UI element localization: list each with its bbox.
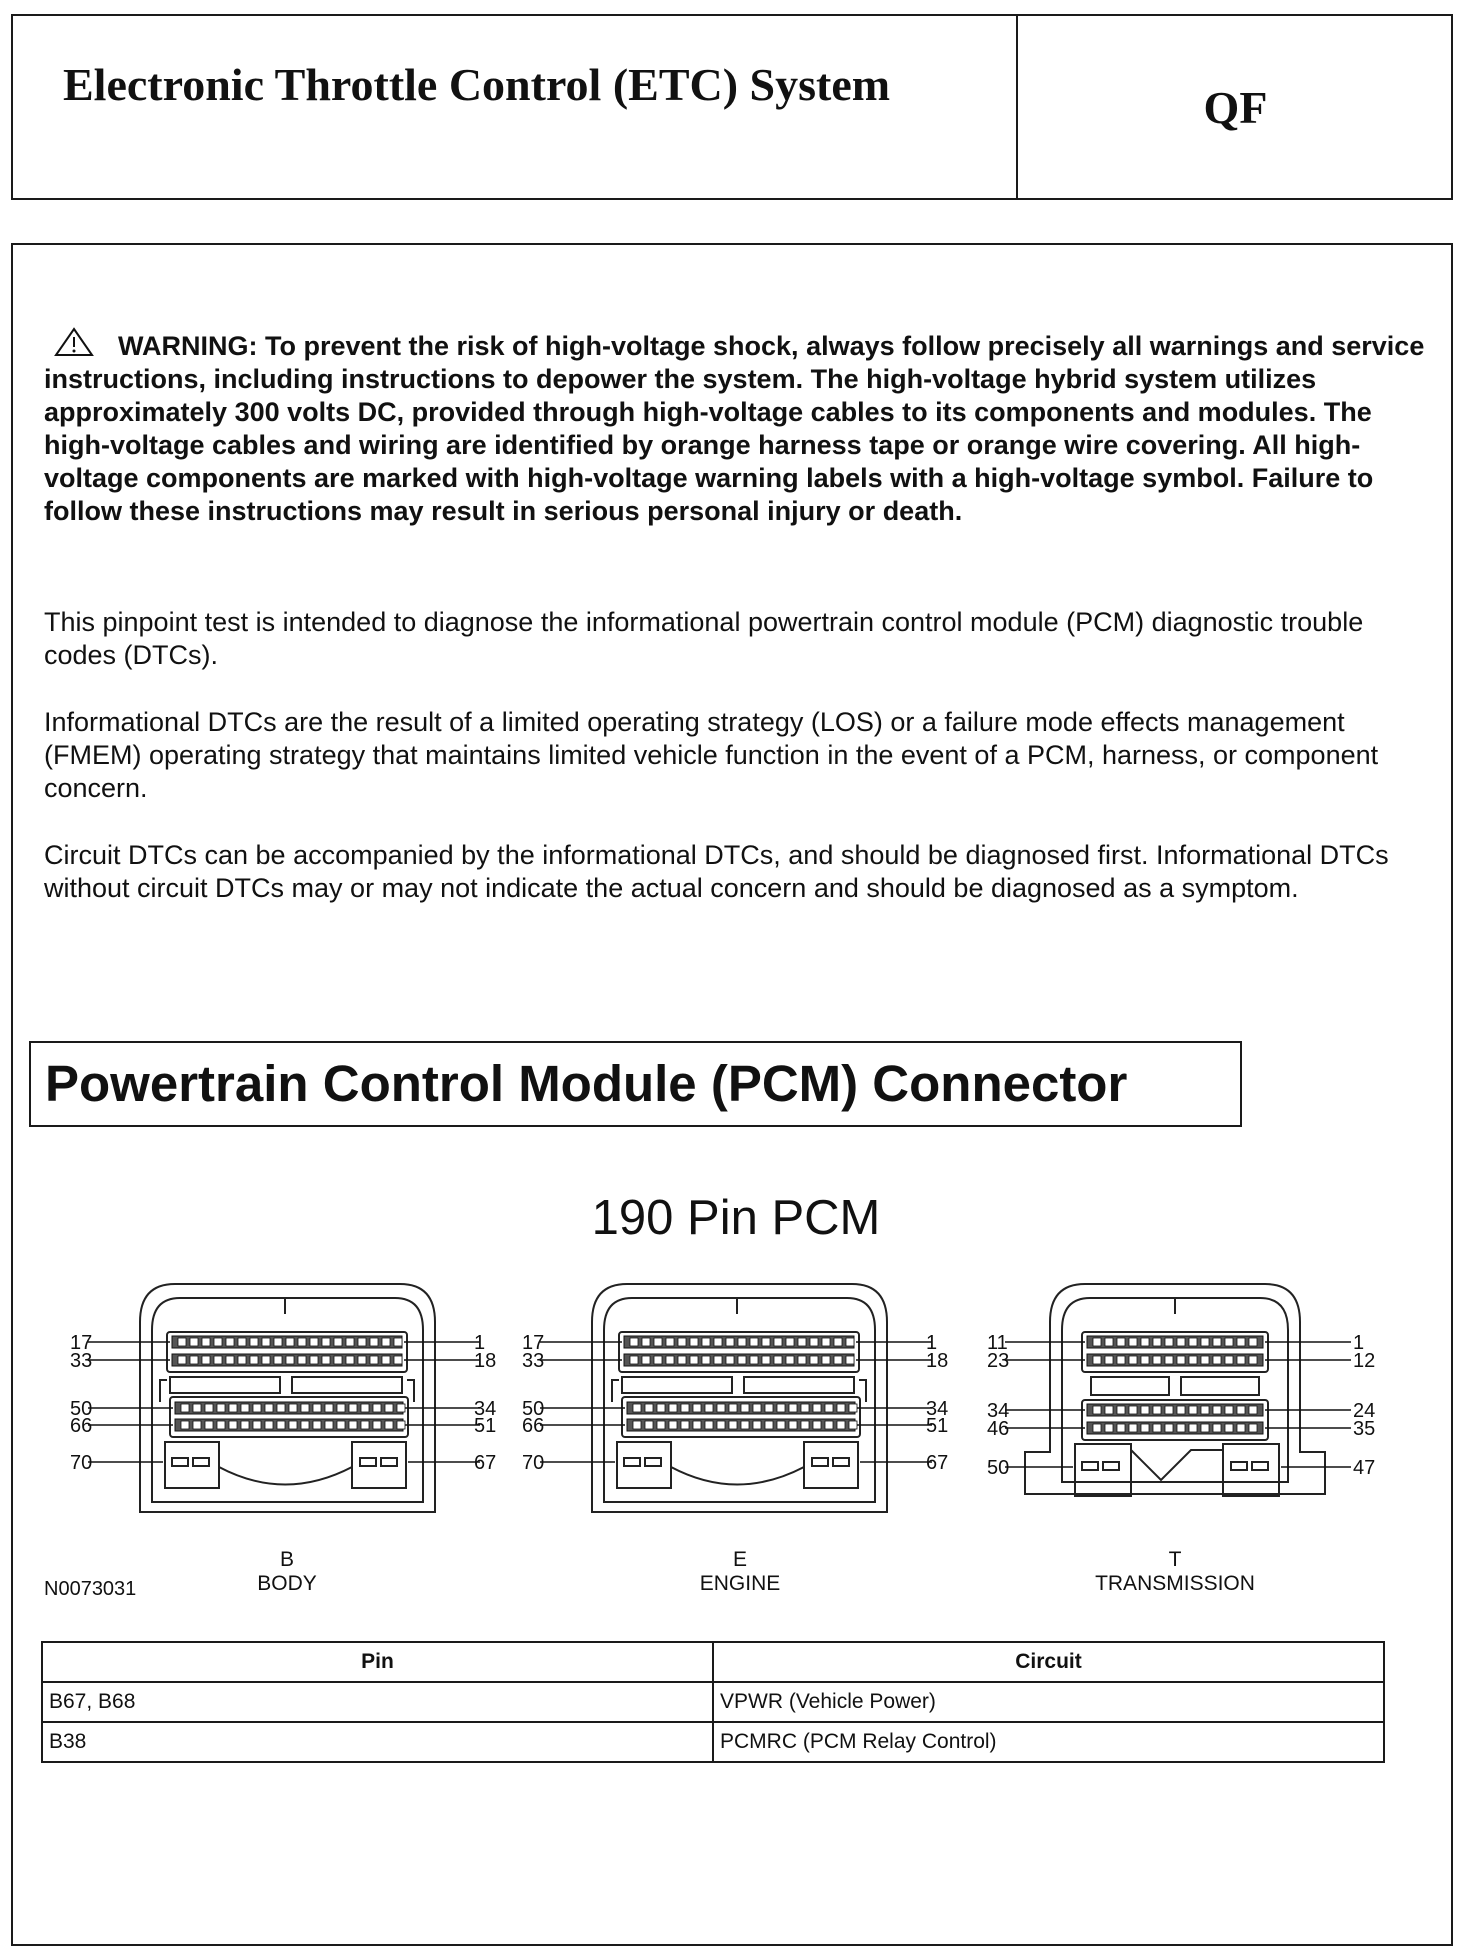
pin-table [41,1641,1385,1763]
pin-cell [801,1421,809,1429]
pin-cell [205,1404,213,1412]
pin-cell [1225,1338,1233,1346]
pin-cell [265,1404,273,1412]
pin-cell [630,1356,638,1364]
pin-cell [358,1338,366,1346]
pin-cell [361,1421,369,1429]
pin-cell [714,1356,722,1364]
pin-cell [298,1356,306,1364]
pin-cell [1105,1338,1113,1346]
pin-label: 1 [474,1332,486,1354]
connector-caption-engine [610,1548,870,1596]
pin-cell [633,1404,641,1412]
pin-cell [253,1404,261,1412]
pin-cell [349,1404,357,1412]
pin-cell [193,1404,201,1412]
pin-label: 66 [522,1415,545,1437]
pin-cell [654,1338,662,1346]
pin-cell [250,1338,258,1346]
pin-cell [690,1356,698,1364]
pin-cell [229,1404,237,1412]
pin-cell [181,1421,189,1429]
pin-cell [690,1338,698,1346]
pin-cell [678,1338,686,1346]
pin-cell [289,1404,297,1412]
pin-cell [765,1404,773,1412]
pin-cell [190,1338,198,1346]
pin-cell [645,1421,653,1429]
pin-cell [774,1338,782,1346]
pin-cell [1129,1424,1137,1432]
pin-cell [738,1338,746,1346]
pin-label: 70 [70,1452,93,1474]
connector-shell [592,1284,887,1512]
pin-cell [370,1338,378,1346]
pin-cell [238,1338,246,1346]
pin-row [624,1336,857,1431]
pin-cell [217,1421,225,1429]
pin-cell [702,1338,710,1346]
pin-cell [1189,1338,1197,1346]
pin-label: 67 [926,1452,949,1474]
pin-label: 34 [474,1398,497,1420]
pin-cell [822,1356,830,1364]
table-cell: B38 [42,1722,713,1762]
pin-label: 67 [474,1452,497,1474]
pin-cell [1117,1356,1125,1364]
pin-cell [385,1404,393,1412]
pin-label: 35 [1353,1418,1376,1440]
pin-cell [801,1404,809,1412]
pin-cell [262,1338,270,1346]
pin-cell [322,1356,330,1364]
paragraph: Informational DTCs are the result of a limited operating strategy (LOS) or a failure mode effects management (FMEM) operating strategy that maintains limited vehicle function in the event of a PCM, harness, or component concern. [44,707,1379,803]
pin-cell [1177,1338,1185,1346]
pin-cell [301,1404,309,1412]
pin-cell [717,1404,725,1412]
pin-cell [1213,1406,1221,1414]
connector-shell [140,1284,435,1512]
pin-cell [762,1356,770,1364]
pin-cell [1093,1338,1101,1346]
warning-text: WARNING: To prevent the risk of high-voltage shock, always follow precisely all warnings and service instructions, including instructions to depower the system. The high-voltage hybrid system utilizes approximately 300 volts DC, provided through high-voltage cables to its components and modules. The high-voltage cables and wiring are identified by orange harness tape or orange wire covering. All high-voltage components are marked with high-voltage warning labels with a high-voltage symbol. Failure to follow these instructions may result in serious personal injury or death. [44,331,1425,526]
pin-cell [1201,1338,1209,1346]
pin-cell [337,1404,345,1412]
pin-cell [373,1421,381,1429]
pin-cell [337,1421,345,1429]
pin-cell [1201,1406,1209,1414]
pin-row [172,1336,405,1431]
pin-cell [789,1404,797,1412]
pin-cell [738,1356,746,1364]
pin-label: 51 [926,1415,949,1437]
pin-cell [361,1404,369,1412]
pin-cell [1093,1424,1101,1432]
pin-cell [1201,1356,1209,1364]
pin-cell [1237,1424,1245,1432]
connector-letter: T [1168,1548,1182,1571]
pin-cell [310,1338,318,1346]
pin-cell [349,1421,357,1429]
pin-cell [286,1338,294,1346]
pin-cell [202,1338,210,1346]
pin-cell [765,1421,773,1429]
pin-cell [837,1404,845,1412]
pin-cell [274,1338,282,1346]
warning-triangle-icon [54,327,94,357]
pin-cell [1177,1406,1185,1414]
pin-cell [301,1421,309,1429]
pin-cell [178,1338,186,1346]
pin-label: 17 [522,1332,545,1354]
pin-cell [1153,1356,1161,1364]
pin-cell [289,1421,297,1429]
pin-cell [1153,1424,1161,1432]
pin-cell [1117,1406,1125,1414]
pin-cell [1129,1406,1137,1414]
pin-cell [1237,1356,1245,1364]
column-header-pin: Pin [42,1642,713,1682]
connector-shell [1025,1284,1325,1496]
pin-cell [666,1356,674,1364]
pin-cell [657,1404,665,1412]
section-heading: Powertrain Control Module (PCM) Connector [29,1041,1242,1127]
pin-cell [346,1338,354,1346]
pin-cell [226,1338,234,1346]
pin-cell [705,1404,713,1412]
pin-cell [1117,1338,1125,1346]
pin-cell [250,1356,258,1364]
pin-cell [214,1338,222,1346]
pin-cell [382,1338,390,1346]
pin-cell [777,1404,785,1412]
connector-name: BODY [257,1572,317,1595]
table-cell: VPWR (Vehicle Power) [713,1682,1384,1722]
pin-cell [846,1356,854,1364]
pin-cell [798,1356,806,1364]
pin-cell [1225,1424,1233,1432]
pin-cell [202,1356,210,1364]
pin-cell [1237,1338,1245,1346]
pin-cell [834,1356,842,1364]
pin-cell [678,1356,686,1364]
pin-cell [813,1421,821,1429]
table-cell: PCMRC (PCM Relay Control) [713,1722,1384,1762]
pin-cell [645,1404,653,1412]
pin-cell [1213,1424,1221,1432]
pin-cell [217,1404,225,1412]
pin-cell [654,1356,662,1364]
pin-cell [810,1356,818,1364]
pin-cell [397,1421,405,1429]
pin-cell [717,1421,725,1429]
table-row [42,1722,1384,1762]
pin-cell [726,1338,734,1346]
table-cell: B67, B68 [42,1682,713,1722]
pin-cell [274,1356,282,1364]
pin-cell [1093,1356,1101,1364]
pin-cell [1153,1406,1161,1414]
pin-cell [702,1356,710,1364]
pin-cell [633,1421,641,1429]
pin-cell [325,1421,333,1429]
pin-cell [789,1421,797,1429]
pin-cell [298,1338,306,1346]
pin-cell [193,1421,201,1429]
connector-diagram-engine [512,1262,952,1532]
pin-cell [825,1404,833,1412]
pin-cell [181,1404,189,1412]
warning-block [44,327,1434,528]
pin-cell [286,1356,294,1364]
pin-cell [753,1404,761,1412]
table-header-row [42,1642,1384,1682]
pin-cell [774,1356,782,1364]
pin-cell [786,1338,794,1346]
pin-cell [1165,1338,1173,1346]
pin-cell [1189,1356,1197,1364]
pin-cell [1093,1406,1101,1414]
pin-cell [373,1404,381,1412]
pin-cell [714,1338,722,1346]
column-header-circuit: Circuit [713,1642,1384,1682]
pin-cell [1141,1406,1149,1414]
pin-cell [846,1338,854,1346]
pin-cell [226,1356,234,1364]
pin-cell [729,1421,737,1429]
pin-cell [1177,1356,1185,1364]
pin-cell [241,1421,249,1429]
pin-label: 18 [926,1350,949,1372]
pin-cell [813,1404,821,1412]
pin-cell [729,1404,737,1412]
table-row [42,1682,1384,1722]
pin-cell [358,1356,366,1364]
pin-cell [1129,1356,1137,1364]
pin-label: 51 [474,1415,497,1437]
pin-cell [397,1404,405,1412]
pin-cell [394,1338,402,1346]
pin-cell [1249,1406,1257,1414]
pin-cell [313,1421,321,1429]
figure-id: N0073031 [44,1578,137,1600]
pin-cell [669,1404,677,1412]
pin-label: 34 [987,1400,1010,1422]
pin-label: 17 [70,1332,93,1354]
pin-cell [1129,1338,1137,1346]
pin-cell [382,1356,390,1364]
pin-cell [1165,1356,1173,1364]
pin-cell [798,1338,806,1346]
connector-letter: B [279,1548,294,1571]
pin-label: 50 [70,1398,93,1420]
pin-cell [1249,1424,1257,1432]
pin-label: 1 [926,1332,938,1354]
pin-cell [229,1421,237,1429]
pin-cell [741,1404,749,1412]
pin-cell [262,1356,270,1364]
pin-cell [825,1421,833,1429]
connector-letter: E [732,1548,747,1571]
pin-cell [1141,1356,1149,1364]
pin-cell [238,1356,246,1364]
pin-cell [178,1356,186,1364]
pin-cell [1189,1424,1197,1432]
pin-label: 24 [1353,1400,1376,1422]
pin-cell [681,1404,689,1412]
pin-cell [837,1421,845,1429]
pin-label: 70 [522,1452,545,1474]
pin-cell [1117,1424,1125,1432]
pin-cell [849,1404,857,1412]
pin-cell [1237,1406,1245,1414]
diagram-title: 190 Pin PCM [591,1191,881,1245]
pin-label: 33 [70,1350,93,1372]
pin-label: 47 [1353,1457,1376,1479]
pin-cell [346,1356,354,1364]
pin-cell [205,1421,213,1429]
pin-label: 50 [522,1398,545,1420]
pin-cell [334,1338,342,1346]
pin-cell [666,1338,674,1346]
pin-cell [1201,1424,1209,1432]
pin-cell [762,1338,770,1346]
pin-cell [334,1356,342,1364]
pin-cell [190,1356,198,1364]
pin-cell [370,1356,378,1364]
pin-cell [1105,1424,1113,1432]
pin-label: 66 [70,1415,93,1437]
pin-cell [750,1356,758,1364]
paragraph: Circuit DTCs can be accompanied by the informational DTCs, and should be diagnosed first. Informational DTCs without circuit DTCs may or may not indicate the actual concern and should be diagnosed as a symptom. [44,840,1389,903]
pin-cell [1105,1356,1113,1364]
pin-cell [753,1421,761,1429]
pin-cell [741,1421,749,1429]
document-title: Electronic Throttle Control (ETC) System [63,59,891,110]
pin-cell [642,1338,650,1346]
pin-cell [693,1404,701,1412]
pin-cell [810,1338,818,1346]
pin-label: 18 [474,1350,497,1372]
pin-label: 50 [987,1457,1010,1479]
paragraph: This pinpoint test is intended to diagnose the informational powertrain control module (PCM) diagnostic trouble codes (DTCs). [44,607,1364,670]
pin-label: 11 [987,1332,1008,1354]
pin-cell [310,1356,318,1364]
pin-label: 12 [1353,1350,1376,1372]
pin-cell [313,1404,321,1412]
pin-cell [322,1338,330,1346]
pin-cell [705,1421,713,1429]
pin-cell [385,1421,393,1429]
pin-cell [1141,1424,1149,1432]
pin-cell [277,1421,285,1429]
pin-cell [630,1338,638,1346]
pin-cell [1177,1424,1185,1432]
connector-caption-transmission [1045,1548,1305,1596]
connector-diagram-body [60,1262,500,1532]
pin-cell [750,1338,758,1346]
pin-cell [1105,1406,1113,1414]
connector-name: ENGINE [699,1572,781,1595]
pin-cell [325,1404,333,1412]
pin-cell [1213,1338,1221,1346]
pin-cell [1153,1338,1161,1346]
pin-cell [642,1356,650,1364]
pin-cell [681,1421,689,1429]
connector-name: TRANSMISSION [1095,1572,1255,1595]
pin-cell [277,1404,285,1412]
pin-cell [241,1404,249,1412]
pin-cell [1225,1406,1233,1414]
connector-diagram-transmission [965,1262,1385,1532]
pin-cell [786,1356,794,1364]
pin-cell [1249,1356,1257,1364]
pin-cell [253,1421,261,1429]
pin-cell [214,1356,222,1364]
pin-cell [777,1421,785,1429]
pin-cell [1213,1356,1221,1364]
pin-cell [669,1421,677,1429]
header-box [11,14,1453,200]
pin-label: 33 [522,1350,545,1372]
pin-cell [1165,1406,1173,1414]
pin-cell [834,1338,842,1346]
connector-caption-body [157,1548,417,1596]
pin-label: 1 [1353,1332,1365,1354]
pin-cell [657,1421,665,1429]
pin-cell [849,1421,857,1429]
pin-cell [394,1356,402,1364]
pin-cell [1189,1406,1197,1414]
pin-cell [1165,1424,1173,1432]
pin-label: 34 [926,1398,949,1420]
pin-cell [1225,1356,1233,1364]
pin-cell [265,1421,273,1429]
pin-cell [1249,1338,1257,1346]
section-code: QF [1203,81,1268,133]
pin-cell [693,1421,701,1429]
pin-cell [822,1338,830,1346]
pin-cell [1141,1338,1149,1346]
pin-label: 46 [987,1418,1010,1440]
pin-cell [726,1356,734,1364]
pin-label: 23 [987,1350,1010,1372]
pin-row [1087,1336,1263,1434]
